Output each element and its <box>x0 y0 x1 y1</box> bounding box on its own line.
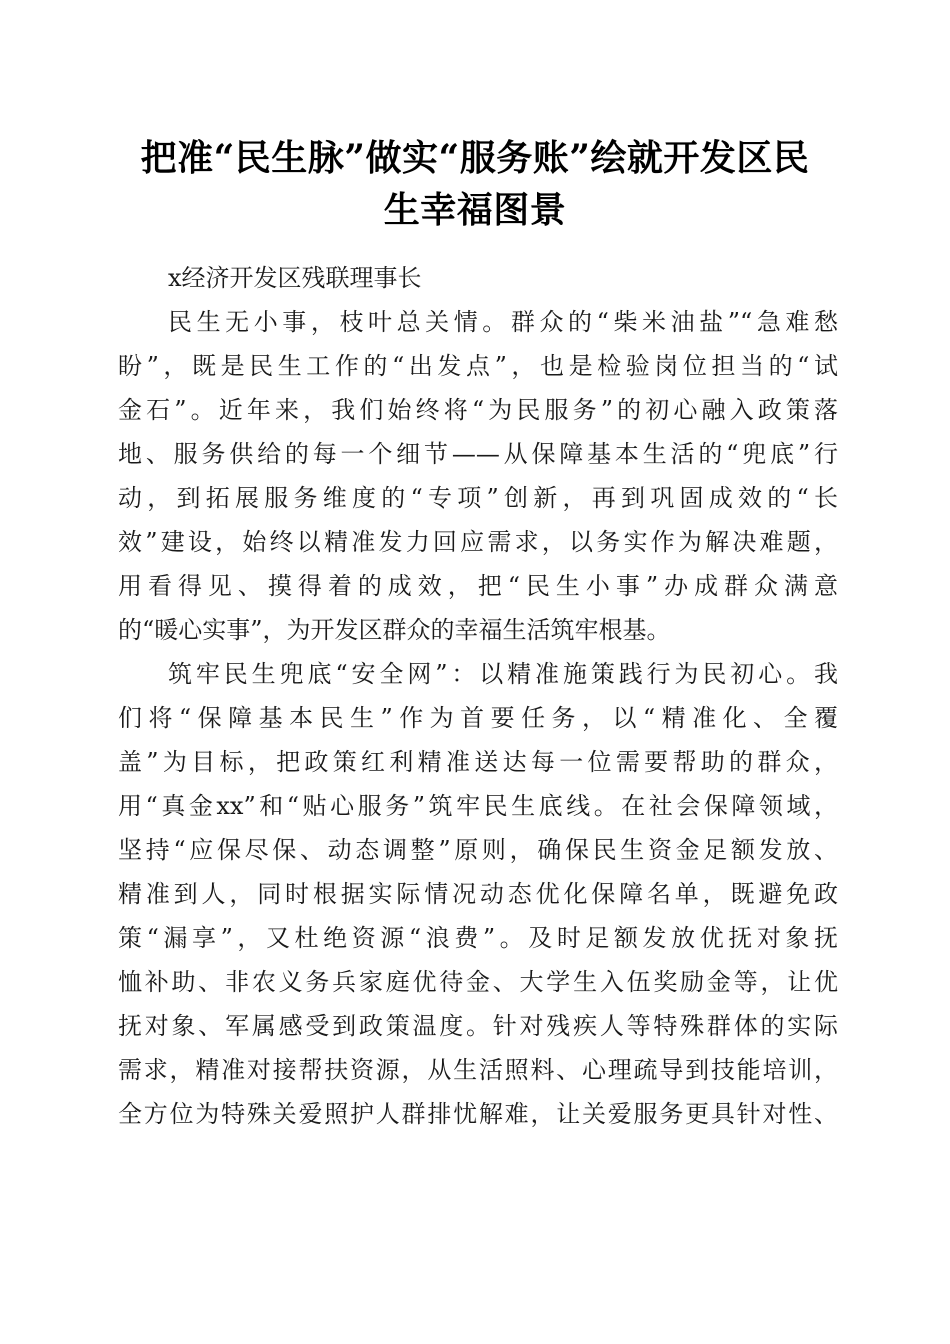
text-line: 盼”，既是民生工作的“出发点”，也是检验岗位担当的“试 <box>118 352 838 380</box>
document-body <box>118 256 838 1136</box>
text-line: 民生无小事，枝叶总关情。群众的“柴米油盐”“急难愁 <box>168 308 838 336</box>
text-line: 需求，精准对接帮扶资源，从生活照料、心理疏导到技能培训， <box>118 1056 838 1084</box>
text-line: 精准到人，同时根据实际情况动态优化保障名单，既避免政 <box>118 880 838 908</box>
text-line: 盖”为目标，把政策红利精准送达每一位需要帮助的群众， <box>118 748 838 776</box>
text-line: 的“暖心实事”，为开发区群众的幸福生活筑牢根基。 <box>118 616 671 644</box>
text-line: 金石”。近年来，我们始终将“为民服务”的初心融入政策落 <box>118 396 838 424</box>
text-line: 策“漏享”，又杜绝资源“浪费”。及时足额发放优抚对象抚 <box>118 924 838 952</box>
paragraph-1 <box>118 300 838 652</box>
text-line: 们将“保障基本民生”作为首要任务，以“精准化、全覆 <box>118 704 838 732</box>
text-line: 恤补助、非农义务兵家庭优待金、大学生入伍奖励金等，让优 <box>118 968 838 996</box>
text-line: 全方位为特殊关爱照护人群排忧解难，让关爱服务更具针对性、 <box>118 1100 838 1128</box>
title-line-1: 把准“民生脉”做实“服务账”绘就开发区民 <box>140 137 810 179</box>
document-title <box>100 132 850 236</box>
text-line: 效”建设，始终以精准发力回应需求，以务实作为解决难题， <box>118 528 838 556</box>
text-line: 用“真金xx”和“贴心服务”筑牢民生底线。在社会保障领域， <box>118 792 838 820</box>
author-line: x经济开发区残联理事长 <box>168 264 422 292</box>
paragraph-2 <box>118 652 838 1136</box>
text-line: 坚持“应保尽保、动态调整”原则，确保民生资金足额发放、 <box>118 836 838 864</box>
text-line: 地、服务供给的每一个细节——从保障基本生活的“兜底”行 <box>118 440 838 468</box>
title-line-2: 生幸福图景 <box>383 189 567 231</box>
text-line: 抚对象、军属感受到政策温度。针对残疾人等特殊群体的实际 <box>118 1012 838 1040</box>
text-line: 动，到拓展服务维度的“专项”创新，再到巩固成效的“长 <box>118 484 838 512</box>
text-line: 用看得见、摸得着的成效，把“民生小事”办成群众满意 <box>118 572 838 600</box>
text-line: 筑牢民生兜底“安全网”：以精准施策践行为民初心。我 <box>168 660 838 688</box>
